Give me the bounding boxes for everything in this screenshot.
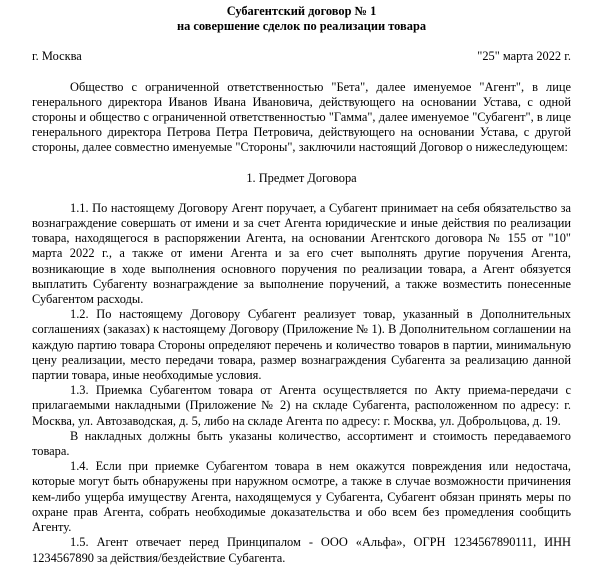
place-date-row — [32, 49, 571, 64]
clause-1-4: 1.4. Если при приемке Субагентом товара в нем окажутся повреждения или недостача, которые могут быть обнаружены при наружном осмотре, а также в случае возможности причинения кем-либо ущерба имуществу Агента, находящемуся у Субагента, Субагент обязан принять меры по охране прав Агента, собрать необходимые доказательства и обо всем без промедления сообщить Агенту. — [32, 459, 571, 535]
clause-1-5: 1.5. Агент отвечает перед Принципалом - ООО «Альфа», ОГРН 1234567890111, ИНН 1234567890 за действия/бездействие Субагента. — [32, 535, 571, 565]
clause-1-3-note: В накладных должны быть указаны количество, ассортимент и стоимость передаваемого товара. — [32, 428, 571, 459]
intro-paragraph: Общество с ограниченной ответственностью "Бета", далее именуемое "Агент", в лице генерального директора Иванов Ивана Ивановича, действующего на основании Устава, с одной стороны и общество с ограниченной ответственностью "Гамма", далее именуемое "Субагент", в лице генерального директора Петрова Петра Петровича, действующего на основании Устава, с другой стороны, далее совместно именуемые "Стороны", заключили настоящий Договор о нижеследующем: — [32, 79, 571, 155]
document-subtitle: на совершение сделок по реализации товара — [176, 19, 427, 34]
date-text: "25" марта 2022 г. — [477, 49, 571, 64]
document-title: Субагентский договор № 1 — [226, 4, 377, 18]
section-title: 1. Предмет Договора — [246, 170, 357, 185]
clause-1-2: 1.2. По настоящему Договору Субагент реализует товар, указанный в Дополнительных соглашениях (заказах) к настоящему Договору (Приложение № 1). В Дополнительном соглашении на каждую партию товара Стороны определяют перечень и количество товаров в партии, минимальную цену реализации, место передачи товара, размер вознаграждения Субагента за реализацию данной партии товара, иные необходимые условия. — [32, 307, 571, 383]
city-text: г. Москва — [32, 49, 82, 64]
clause-1-3: 1.3. Приемка Субагентом товара от Агента осуществляется по Акту приема-передачи с прилагаемыми накладными (Приложение № 2) на складе Субагента, расположенном по адресу: г. Москва, ул. Автозаводская, д. 5, либо на складе Агента по адресу: г. Москва, ул. Доброльцова, д. 19. — [32, 383, 571, 428]
clause-1-1: 1.1. По настоящему Договору Агент поручает, а Субагент принимает на себя обязательство за вознаграждение совершать от имени и за счет Агента юридические и иные действия по реализации товара, находящегося в распоряжении Агента, на основании Агентского договора № 155 от "10" марта 2022 г., а также от имени Агента и за его счет выполнять другие поручения Агента, возникающие в ходе выполнения основного поручения по реализации товара, а Агент обязуется выплатить Субагенту вознаграждение за выполнение поручений, а также возместить понесенные Субагентом расходы. — [32, 200, 571, 307]
